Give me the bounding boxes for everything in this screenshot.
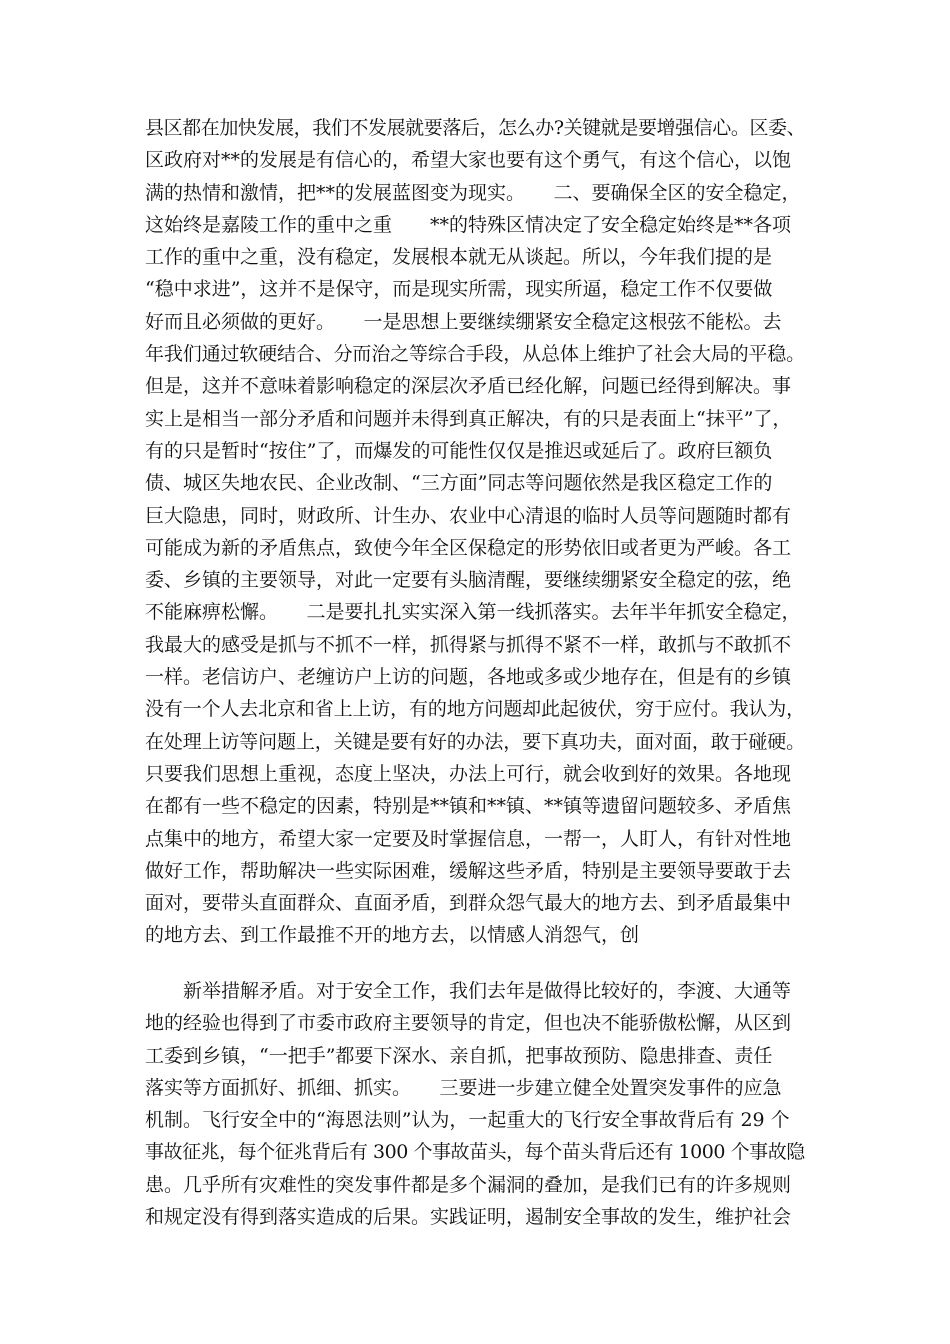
text-line: 新举措解矛盾。对于安全工作，我们去年是做得比较好的，李渡、大通等: [145, 980, 792, 1002]
text-line: 区政府对**的发展是有信心的，希望大家也要有这个勇气，有这个信心，以饱: [145, 149, 792, 172]
text-line: 年我们通过软硬结合、分而治之等综合手段，从总体上维护了社会大局的平稳。: [145, 343, 806, 366]
text-line: 没有一个人去北京和省上上访，有的地方问题却此起彼伏，穷于应付。我认为，: [145, 698, 806, 721]
text-line: 这始终是嘉陵工作的重中之重 **的特殊区情决定了安全稳定始终是**各项: [145, 213, 792, 236]
text-line: 在处理上访等问题上，关键是要有好的办法，要下真功夫，面对面，敢于碰硬。: [145, 730, 806, 753]
text-line: 和规定没有得到落实造成的后果。实践证明，遏制安全事故的发生，维护社会: [145, 1206, 792, 1229]
text-line: 患。几乎所有灾难性的突发事件都是多个漏洞的叠加，是我们已有的许多规则: [145, 1173, 792, 1196]
text-line: 巨大隐患，同时，财政所、计生办、农业中心清退的临时人员等问题随时都有: [145, 504, 792, 527]
text-line: 机制。飞行安全中的“海恩法则”认为，一起重大的飞行安全事故背后有 29 个: [145, 1109, 790, 1132]
text-line: 不能麻痹松懈。 二是要扎扎实实深入第一线抓落实。去年半年抓安全稳定，: [145, 601, 801, 624]
text-line: 工委到乡镇，“一把手”都要下深水、亲自抓，把事故预防、隐患排查、责任: [145, 1044, 773, 1067]
text-line: 委、乡镇的主要领导，对此一定要有头脑清醒，要继续绷紧安全稳定的弦，绝: [145, 569, 792, 592]
text-line: 一样。老信访户、老缠访户上访的问题，各地或多或少地存在，但是有的乡镇: [145, 666, 792, 689]
body-text-block-2: [145, 975, 805, 1233]
text-line: 工作的重中之重，没有稳定，发展根本就无从谈起。所以，今年我们提的是: [145, 246, 773, 269]
text-line: 债、城区失地农民、企业改制、“三方面”同志等问题依然是我区稳定工作的: [145, 472, 773, 495]
text-line: 面对，要带头直面群众、直面矛盾，到群众怨气最大的地方去、到矛盾最集中: [145, 892, 792, 915]
text-line: 有的只是暂时“按住”了，而爆发的可能性仅仅是推迟或延后了。政府巨额负: [145, 439, 773, 462]
text-line: “稳中求进”，这并不是保守，而是现实所需，现实所逼，稳定工作不仅要做: [145, 278, 773, 301]
text-line: 我最大的感受是抓与不抓不一样，抓得紧与抓得不紧不一样，敢抓与不敢抓不: [145, 633, 792, 656]
text-line: 点集中的地方，希望大家一定要及时掌握信息，一帮一，人盯人，有针对性地: [145, 827, 792, 850]
body-text-block-1: [145, 112, 805, 952]
text-line: 好而且必须做的更好。 一是思想上要继续绷紧安全稳定这根弦不能松。去: [145, 310, 782, 333]
text-line: 事故征兆，每个征兆背后有 300 个事故苗头，每个苗头背后还有 1000 个事故隐: [145, 1141, 805, 1164]
text-line: 只要我们思想上重视，态度上坚决，办法上可行，就会收到好的效果。各地现: [145, 762, 792, 785]
text-line: 落实等方面抓好、抓细、抓实。 三要进一步建立健全处置突发事件的应急: [145, 1076, 782, 1099]
text-line: 地的经验也得到了市委市政府主要领导的肯定，但也决不能骄傲松懈，从区到: [145, 1012, 792, 1035]
text-line: 县区都在加快发展，我们不发展就要落后，怎么办?关键就是要增强信心。区委、: [145, 117, 806, 139]
text-line: 可能成为新的矛盾焦点，致使今年全区保稳定的形势依旧或者更为严峻。各工: [145, 536, 792, 559]
text-line: 做好工作，帮助解决一些实际困难，缓解这些矛盾，特别是主要领导要敢于去: [145, 859, 792, 882]
text-line: 在都有一些不稳定的因素，特别是**镇和**镇、**镇等遗留问题较多、矛盾焦: [145, 795, 792, 818]
text-line: 但是，这并不意味着影响稳定的深层次矛盾已经化解，问题已经得到解决。事: [145, 375, 792, 398]
text-line: 的地方去、到工作最推不开的地方去，以情感人消怨气，创: [145, 924, 640, 947]
text-line: 实上是相当一部分矛盾和问题并未得到真正解决，有的只是表面上“抹平”了，: [145, 407, 792, 430]
text-line: 满的热情和激情，把**的发展蓝图变为现实。 二、要确保全区的安全稳定，: [145, 181, 801, 204]
